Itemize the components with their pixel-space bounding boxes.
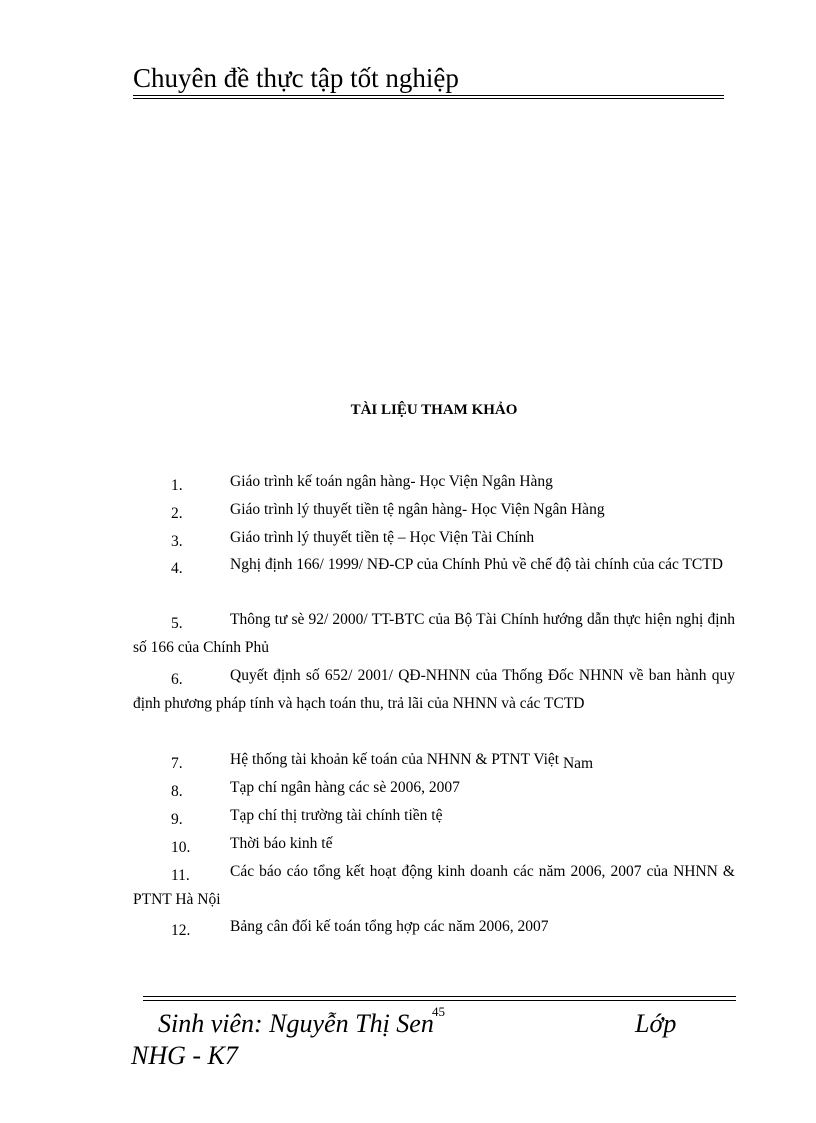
reference-item-1 (133, 468, 735, 496)
reference-number: 2. (171, 505, 183, 522)
reference-item-12 (133, 913, 735, 941)
reference-text: Hệ thống tài khoản kế toán của NHNN & PTNT Việt (230, 751, 560, 768)
reference-text: Tạp chí ngân hàng các sè 2006, 2007 (230, 779, 460, 796)
reference-number: 11. (171, 867, 190, 884)
reference-text: Thời báo kinh tế (230, 835, 333, 852)
reference-number: 1. (171, 477, 183, 494)
reference-item-4 (133, 551, 735, 579)
reference-item-11 (133, 858, 735, 914)
page-number: 45 (432, 1004, 445, 1019)
reference-item-6 (133, 662, 735, 718)
reference-number: 7. (171, 755, 183, 772)
reference-number: 6. (171, 671, 183, 688)
reference-number: 5. (171, 615, 183, 632)
reference-text-tail: Nam (562, 755, 594, 772)
reference-item-7 (133, 746, 735, 774)
reference-text: Các báo cáo tổng kết hoạt động kinh doanh các năm 2006, 2007 của NHNN & PTNT Hà Nội (133, 863, 735, 908)
reference-item-10 (133, 830, 735, 858)
reference-item-8 (133, 774, 735, 802)
header-rule-top (133, 95, 724, 96)
reference-number: 12. (171, 922, 191, 939)
reference-text: Giáo trình lý thuyết tiền tệ – Học Viện Tài Chính (230, 529, 535, 546)
footer-rule-top (143, 996, 736, 997)
footer-class-value: NHG - K7 (131, 1041, 238, 1070)
reference-text: Bảng cân đối kế toán tổng hợp các năm 2006, 2007 (230, 918, 549, 935)
reference-item-9 (133, 802, 735, 830)
header-title: Chuyên đề thực tập tốt nghiệp (133, 63, 459, 93)
header-rule-bottom (133, 98, 724, 99)
reference-text: Nghị định 166/ 1999/ NĐ-CP của Chính Phủ về chế độ tài chính của các TCTD (230, 556, 723, 573)
footer-rule-bottom (143, 1000, 736, 1001)
reference-text: Giáo trình kế toán ngân hàng- Học Viện Ngân Hàng (230, 473, 553, 490)
reference-text: Thông tư sè 92/ 2000/ TT-BTC của Bộ Tài Chính hướng dẫn thực hiện nghị định số 166 của Chính Phủ (133, 611, 735, 656)
reference-number: 9. (171, 811, 183, 828)
reference-number: 3. (171, 533, 183, 550)
reference-text: Giáo trình lý thuyết tiền tệ ngân hàng- Học Viện Ngân Hàng (230, 501, 605, 518)
reference-item-2 (133, 496, 735, 524)
reference-item-5 (133, 606, 735, 662)
reference-number: 4. (171, 560, 183, 577)
reference-text: Tạp chí thị trường tài chính tiền tệ (230, 807, 443, 824)
references-title: TÀI LIỆU THAM KHẢO (350, 402, 518, 418)
reference-item-3 (133, 524, 735, 552)
footer-student: Sinh viên: Nguyễn Thị Sen (158, 1009, 434, 1038)
reference-number: 8. (171, 783, 183, 800)
reference-text: Quyết định số 652/ 2001/ QĐ-NHNN của Thống Đốc NHNN về ban hành quy định phương pháp tính và hạch toán thu, trả lãi của NHNN và các TCTD (133, 667, 735, 712)
reference-number: 10. (171, 839, 191, 856)
footer-class-label: Lớp (635, 1009, 677, 1038)
